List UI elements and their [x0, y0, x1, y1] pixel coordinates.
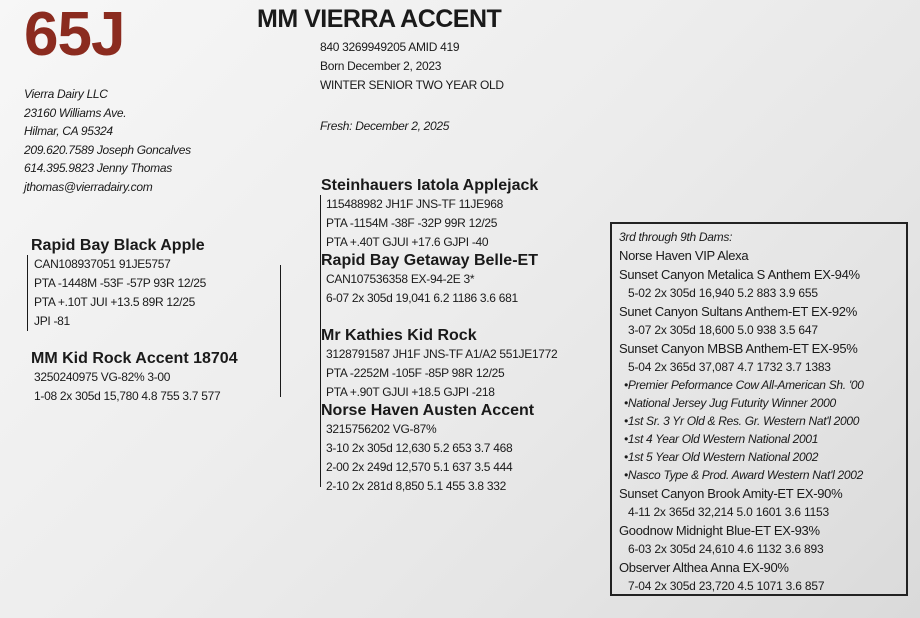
dam-dam-name: Norse Haven Austen Accent	[321, 402, 535, 419]
sire-detail-line: PTA +.10T JUI +13.5 89R 12/25	[34, 295, 195, 309]
consignor-name: Vierra Dairy LLC	[24, 87, 108, 101]
consignor-phone-2: 614.395.9823 Jenny Thomas	[24, 161, 172, 175]
sire-detail-line: PTA -1448M -53F -57P 93R 12/25	[34, 276, 206, 290]
ancestor-dam-name: Sunset Canyon Metalica S Anthem EX-94%	[619, 267, 860, 282]
pedigree-bracket-left	[280, 265, 281, 397]
cow-info	[320, 38, 504, 95]
sire-sire-details	[326, 195, 503, 252]
dam-dam-detail-line: 3-10 2x 305d 12,630 5.2 653 3.7 468	[326, 441, 513, 455]
cow-name: MM VIERRA ACCENT	[257, 5, 502, 33]
ancestor-dam-record: 5-02 2x 305d 16,940 5.2 883 3.9 655	[628, 286, 818, 300]
consignor-city: Hilmar, CA 95324	[24, 124, 113, 138]
dam-sire-detail-line: 3128791587 JH1F JNS-TF A1/A2 551JE1772	[326, 347, 558, 361]
dam-name: MM Kid Rock Accent 18704	[31, 350, 238, 367]
dams-list	[619, 246, 898, 595]
sire-dam-name: Rapid Bay Getaway Belle-ET	[321, 252, 538, 269]
extended-dams-box	[610, 222, 908, 596]
ancestor-dam-name: Goodnow Midnight Blue-ET EX-93%	[619, 523, 820, 538]
ancestor-dam-record: 6-03 2x 305d 24,610 4.6 1132 3.6 893	[628, 542, 824, 556]
consignor-street: 23160 Williams Ave.	[24, 105, 127, 120]
ancestor-dam-award: •Nasco Type & Prod. Award Western Nat'l 2002	[624, 468, 863, 482]
dam-detail-line: 3250240975 VG-82% 3-00	[34, 370, 171, 384]
ancestor-dam-award: •1st Sr. 3 Yr Old & Res. Gr. Western Nat'l 2000	[624, 414, 860, 428]
ancestor-dam-name: Observer Althea Anna EX-90%	[619, 560, 789, 575]
consignor-phone-1: 209.620.7589 Joseph Goncalves	[24, 142, 191, 157]
sire-dam-details	[326, 270, 518, 308]
ancestor-dam-name: Sunet Canyon Sultans Anthem-ET EX-92%	[619, 304, 857, 319]
ancestor-dam-award: •1st 5 Year Old Western National 2002	[624, 450, 819, 464]
dam-dam-detail-line: 2-00 2x 249d 12,570 5.1 637 3.5 444	[326, 460, 513, 474]
sire-sire-detail-line: PTA -1154M -38F -32P 99R 12/25	[326, 216, 498, 230]
ancestor-dam-award: •Premier Peformance Cow All-American Sh. '00	[624, 378, 864, 392]
consignor-email[interactable]: jthomas@vierradairy.com	[24, 179, 153, 194]
dam-sire-detail-line: PTA +.90T GJUI +18.5 GJPI -218	[326, 385, 495, 399]
sire-details	[27, 255, 206, 331]
dam-dam-detail-line: 2-10 2x 281d 8,850 5.1 455 3.8 332	[326, 479, 506, 493]
sire-name: Rapid Bay Black Apple	[31, 237, 205, 254]
sire-sire-detail-line: 115488982 JH1F JNS-TF 11JE968	[326, 197, 503, 211]
sire-sire-detail-line: PTA +.40T GJUI +17.6 GJPI -40	[326, 235, 489, 249]
cow-birth-line: Born December 2, 2023	[320, 59, 442, 73]
ancestor-dam-award: •1st 4 Year Old Western National 2001	[624, 432, 819, 446]
ancestor-dam-name: Sunset Canyon Brook Amity-ET EX-90%	[619, 486, 843, 501]
ancestor-dam-record: 5-04 2x 365d 37,087 4.7 1732 3.7 1383	[628, 360, 831, 374]
sire-detail-line: CAN108937051 91JE5757	[34, 257, 171, 271]
dam-details	[34, 368, 220, 406]
dam-sire-name: Mr Kathies Kid Rock	[321, 327, 477, 344]
dam-sire-detail-line: PTA -2252M -105F -85P 98R 12/25	[326, 366, 505, 380]
sire-dam-detail-line: 6-07 2x 305d 19,041 6.2 1186 3.6 681	[326, 291, 518, 305]
sire-dam-detail-line: CAN107536358 EX-94-2E 3*	[326, 272, 475, 286]
dam-sire-details	[326, 345, 557, 402]
ancestor-dam-name: Sunset Canyon MBSB Anthem-ET EX-95%	[619, 341, 858, 356]
dam-dam-detail-line: 3215756202 VG-87%	[326, 422, 437, 436]
lot-number: 65J	[24, 0, 125, 69]
ancestor-dam-record: 7-04 2x 305d 23,720 4.5 1071 3.6 857	[628, 579, 825, 593]
ancestor-dam-record: 3-07 2x 305d 18,600 5.0 938 3.5 647	[628, 323, 818, 337]
fresh-date: Fresh: December 2, 2025	[320, 119, 450, 133]
dam-dam-details	[326, 420, 512, 496]
cow-class-line: WINTER SENIOR TWO YEAR OLD	[320, 78, 504, 92]
dams-box-heading: 3rd through 9th Dams:	[619, 230, 733, 244]
ancestor-dam-record: 4-11 2x 365d 32,214 5.0 1601 3.6 1153	[628, 505, 830, 519]
consignor-block	[24, 85, 191, 196]
ancestor-dam-award: •National Jersey Jug Futurity Winner 2000	[624, 396, 836, 410]
sire-sire-name: Steinhauers Iatola Applejack	[321, 177, 539, 194]
sire-detail-line: JPI -81	[34, 314, 70, 328]
cow-id-line: 840 3269949205 AMID 419	[320, 40, 460, 54]
ancestor-dam-name: Norse Haven VIP Alexa	[619, 248, 749, 263]
dam-detail-line: 1-08 2x 305d 15,780 4.8 755 3.7 577	[34, 389, 221, 403]
